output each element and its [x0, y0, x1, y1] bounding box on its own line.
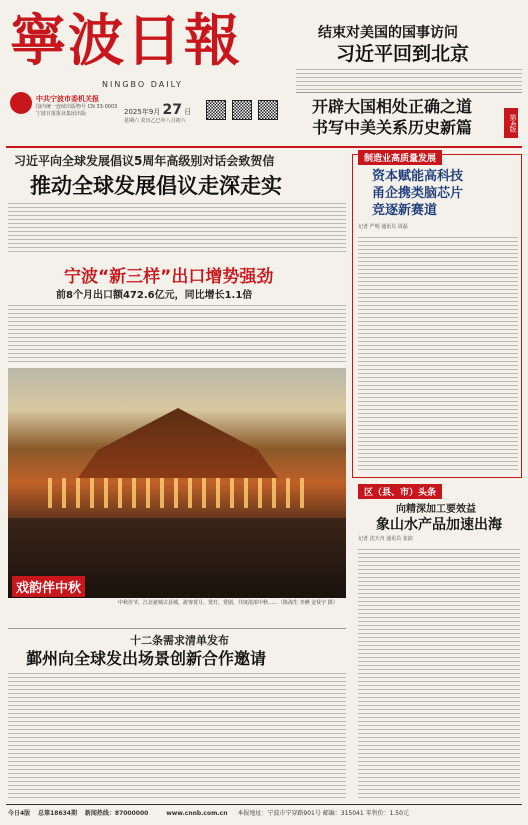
footer-issue: 总第18634期 [38, 810, 77, 817]
footer-url[interactable]: www.cnnb.com.cn [166, 810, 228, 817]
photo-label: 戏韵伴中秋 [12, 576, 85, 597]
footer-phone: 新闻热线：87000000 [84, 810, 149, 817]
lead-kicker[interactable]: 习近平向全球发展倡议5周年高级别对话会致贺信 [14, 154, 275, 168]
sidebar-tag-2: 区（县、市）头条 [358, 484, 442, 499]
issn-line: 国内统一连续出版物号 CN 33-0003 [36, 104, 118, 110]
sidebar2-kicker[interactable]: 向精深加工要效益 [396, 504, 476, 515]
photo-caption: 中秋佳节，江北慈城古县城，游客赏月、赏灯、赏剧，共度浓浓中秋……（陈海生 李嬿 金贤宇 摄） [118, 600, 338, 606]
pavilion-roof [78, 408, 278, 478]
logo-english: NINGBO DAILY [102, 80, 183, 89]
date-day: 27 [162, 102, 182, 118]
festival-photo[interactable] [8, 368, 346, 598]
publisher-line: 宁波日报报业集团出版 [36, 111, 87, 117]
sidebar2-body [358, 546, 520, 800]
lantern-lights [48, 478, 308, 508]
top-story-kicker[interactable]: 结束对美国的国事访问 [318, 25, 458, 41]
footer-note: 本报地址：宁波市宁穿路901号 邮编：315041 零售价：1.50元 [237, 810, 409, 817]
footer-pages: 今日4版 [8, 810, 31, 817]
trade-subtitle[interactable]: 前8个月出口额472.6亿元，同比增长1.1倍 [56, 290, 253, 301]
lunar-date: 农历乙巳年八月初六 [140, 118, 186, 124]
sidebar-tag: 制造业高质量发展 [358, 150, 442, 165]
top-story-body [296, 66, 522, 90]
qr-code-icon[interactable] [232, 100, 252, 120]
lead-body [8, 200, 346, 254]
masthead [6, 4, 294, 144]
page-badge[interactable]: 第4版 [504, 108, 518, 138]
second-story-title[interactable]: 开辟大国相处正确之道 书写中美关系历史新篇 [312, 97, 473, 137]
top-story-title[interactable]: 习近平回到北京 [336, 43, 470, 65]
qr-code-icon[interactable] [206, 100, 226, 120]
sidebar2-title[interactable]: 象山水产品加速出海 [376, 517, 502, 533]
newspaper-logo: 寧波日報 [10, 8, 242, 74]
qr-code-icon[interactable] [258, 100, 278, 120]
bottom-title[interactable]: 鄞州向全球发出场景创新合作邀请 [26, 649, 267, 668]
weekday: 星期六 [124, 118, 140, 124]
sidebar-byline: 记者 严明 通讯员 周磊 [358, 224, 408, 230]
weekday-lunar [124, 118, 186, 124]
sidebar-body [358, 234, 518, 472]
trade-body [8, 302, 346, 364]
party-emblem-icon [10, 92, 32, 114]
bottom-kicker[interactable]: 十二条需求清单发布 [130, 634, 229, 647]
sidebar2-byline: 记者 沈天舟 通讯员 张韵 [358, 536, 413, 542]
sidebar-title[interactable]: 资本赋能高科技 甬企携类脑芯片 竞逐新赛道 [372, 169, 464, 218]
issue-date [124, 102, 191, 118]
footer [8, 808, 520, 817]
date-unit: 日 [184, 108, 192, 116]
trade-title[interactable]: 宁波“新三样”出口增势强劲 [64, 267, 274, 287]
bottom-body [8, 670, 346, 800]
lead-title[interactable]: 推动全球发展倡议走深走实 [30, 174, 282, 198]
date-year: 2025年9月 [124, 108, 161, 116]
org-name: 中共宁波市委机关报 [36, 95, 99, 103]
